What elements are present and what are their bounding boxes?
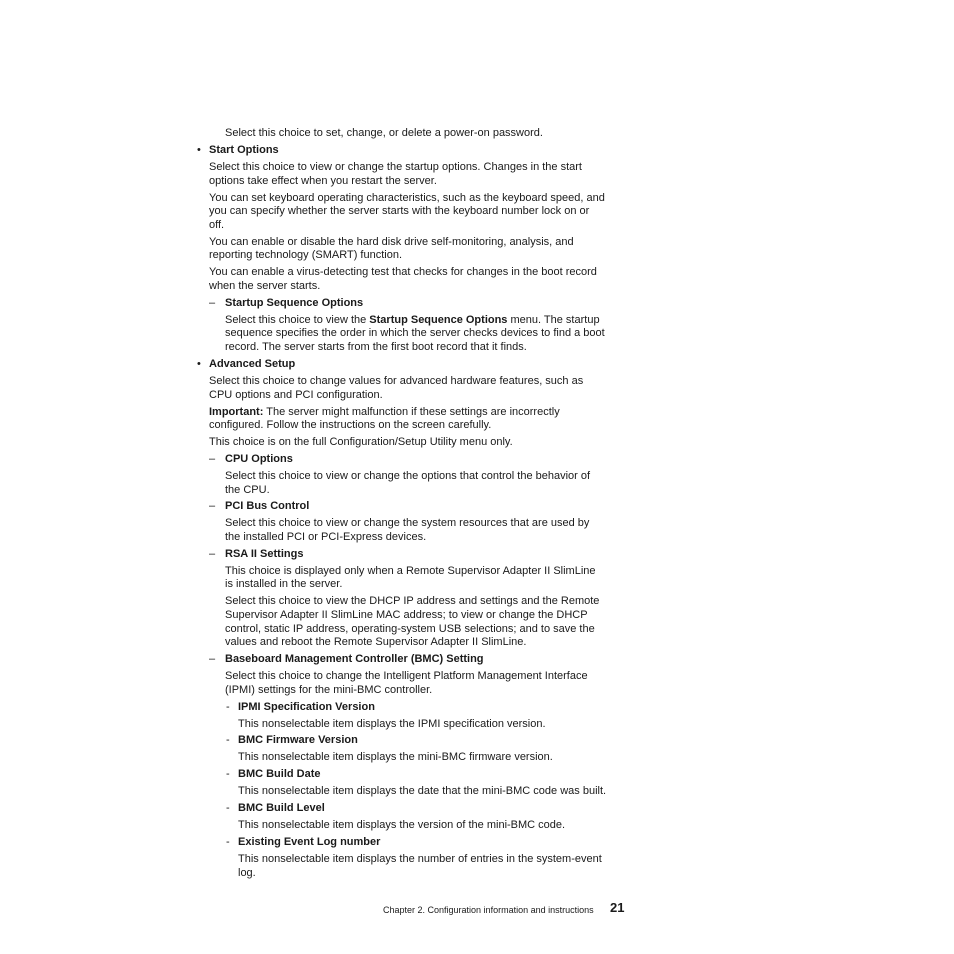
bmc-build-level-heading: BMC Build Level [238, 802, 325, 814]
hyphen-icon: - [226, 836, 230, 848]
virus-test-text: when the server starts. [209, 280, 321, 292]
startup-sequence-heading: Startup Sequence Options [225, 297, 364, 309]
cpu-options-text: Select this choice to view or change the options that control the behavior of [225, 470, 591, 482]
cpu-options-text: the CPU. [225, 484, 270, 496]
advanced-setup-heading: Advanced Setup [209, 358, 296, 370]
bmc-build-date-text: This nonselectable item displays the date that the mini-BMC code was built. [238, 785, 607, 797]
dash-icon: – [209, 500, 216, 512]
important-note: Important: The server might malfunction if these settings are incorrectly [209, 406, 560, 418]
advanced-setup-text: CPU options and PCI configuration. [209, 389, 383, 401]
bmc-build-date-heading: BMC Build Date [238, 768, 321, 780]
virus-test-text: You can enable a virus-detecting test that checks for changes in the boot record [209, 266, 597, 278]
ipmi-version-heading: IPMI Specification Version [238, 701, 375, 713]
bmc-firmware-heading: BMC Firmware Version [238, 734, 358, 746]
ipmi-version-text: This nonselectable item displays the IPMI specification version. [238, 718, 546, 730]
smart-text: reporting technology (SMART) function. [209, 249, 402, 261]
rsa-settings-heading: RSA II Settings [225, 548, 304, 560]
pci-bus-text: Select this choice to view or change the system resources that are used by [225, 517, 590, 529]
dash-icon: – [209, 453, 216, 465]
smart-text: You can enable or disable the hard disk drive self-monitoring, analysis, and [209, 236, 574, 248]
keyboard-text: You can set keyboard operating characteristics, such as the keyboard speed, and [209, 192, 605, 204]
startup-sequence-text: record. The server starts from the first boot record that it finds. [225, 341, 527, 353]
pci-bus-heading: PCI Bus Control [225, 500, 310, 512]
pci-bus-text: the installed PCI or PCI-Express devices. [225, 531, 427, 543]
rsa-settings-text: control, static IP address, operating-system USB selections; and to save the [225, 623, 595, 635]
event-log-text: log. [238, 867, 256, 879]
dash-icon: – [209, 548, 216, 560]
advanced-setup-text: Select this choice to change values for advanced hardware features, such as [209, 375, 584, 387]
full-menu-text: This choice is on the full Configuration/Setup Utility menu only. [209, 436, 513, 448]
start-options-heading: Start Options [209, 144, 279, 156]
page-number: 21 [610, 900, 625, 915]
bmc-setting-text: Select this choice to change the Intelligent Platform Management Interface [225, 670, 588, 682]
rsa-settings-text: This choice is displayed only when a Remote Supervisor Adapter II SlimLine [225, 565, 596, 577]
keyboard-text: off. [209, 219, 225, 231]
rsa-settings-text: is installed in the server. [225, 578, 343, 590]
bmc-setting-heading: Baseboard Management Controller (BMC) Setting [225, 653, 484, 665]
hyphen-icon: - [226, 701, 230, 713]
dash-icon: – [209, 297, 216, 309]
startup-sequence-text: sequence specifies the order in which the server checks devices to find a boot [225, 327, 605, 339]
bmc-build-level-text: This nonselectable item displays the version of the mini-BMC code. [238, 819, 566, 831]
rsa-settings-text: values and reboot the Remote Supervisor Adapter II SlimLine. [225, 636, 527, 648]
start-options-text: Select this choice to view or change the startup options. Changes in the start [209, 161, 582, 173]
rsa-settings-text: Select this choice to view the DHCP IP address and settings and the Remote [225, 595, 600, 607]
keyboard-text: you can specify whether the server starts with the keyboard number lock on or [209, 205, 590, 217]
cpu-options-heading: CPU Options [225, 453, 293, 465]
footer-chapter-title: Chapter 2. Configuration information and instructions [383, 905, 594, 915]
startup-sequence-text: Select this choice to view the Startup Sequence Options menu. The startup [225, 314, 600, 326]
bullet-icon: • [197, 144, 201, 156]
event-log-heading: Existing Event Log number [238, 836, 381, 848]
hyphen-icon: - [226, 768, 230, 780]
bullet-icon: • [197, 358, 201, 370]
important-note: configured. Follow the instructions on the screen carefully. [209, 419, 492, 431]
dash-icon: – [209, 653, 216, 665]
event-log-text: This nonselectable item displays the number of entries in the system-event [238, 853, 602, 865]
bmc-setting-text: (IPMI) settings for the mini-BMC controller. [225, 684, 433, 696]
rsa-settings-text: Supervisor Adapter II SlimLine MAC address; to view or change the DHCP [225, 609, 588, 621]
start-options-text: options take effect when you restart the server. [209, 175, 437, 187]
hyphen-icon: - [226, 734, 230, 746]
power-on-password-description: Select this choice to set, change, or delete a power-on password. [225, 127, 543, 139]
bmc-firmware-text: This nonselectable item displays the mini-BMC firmware version. [238, 751, 553, 763]
hyphen-icon: - [226, 802, 230, 814]
